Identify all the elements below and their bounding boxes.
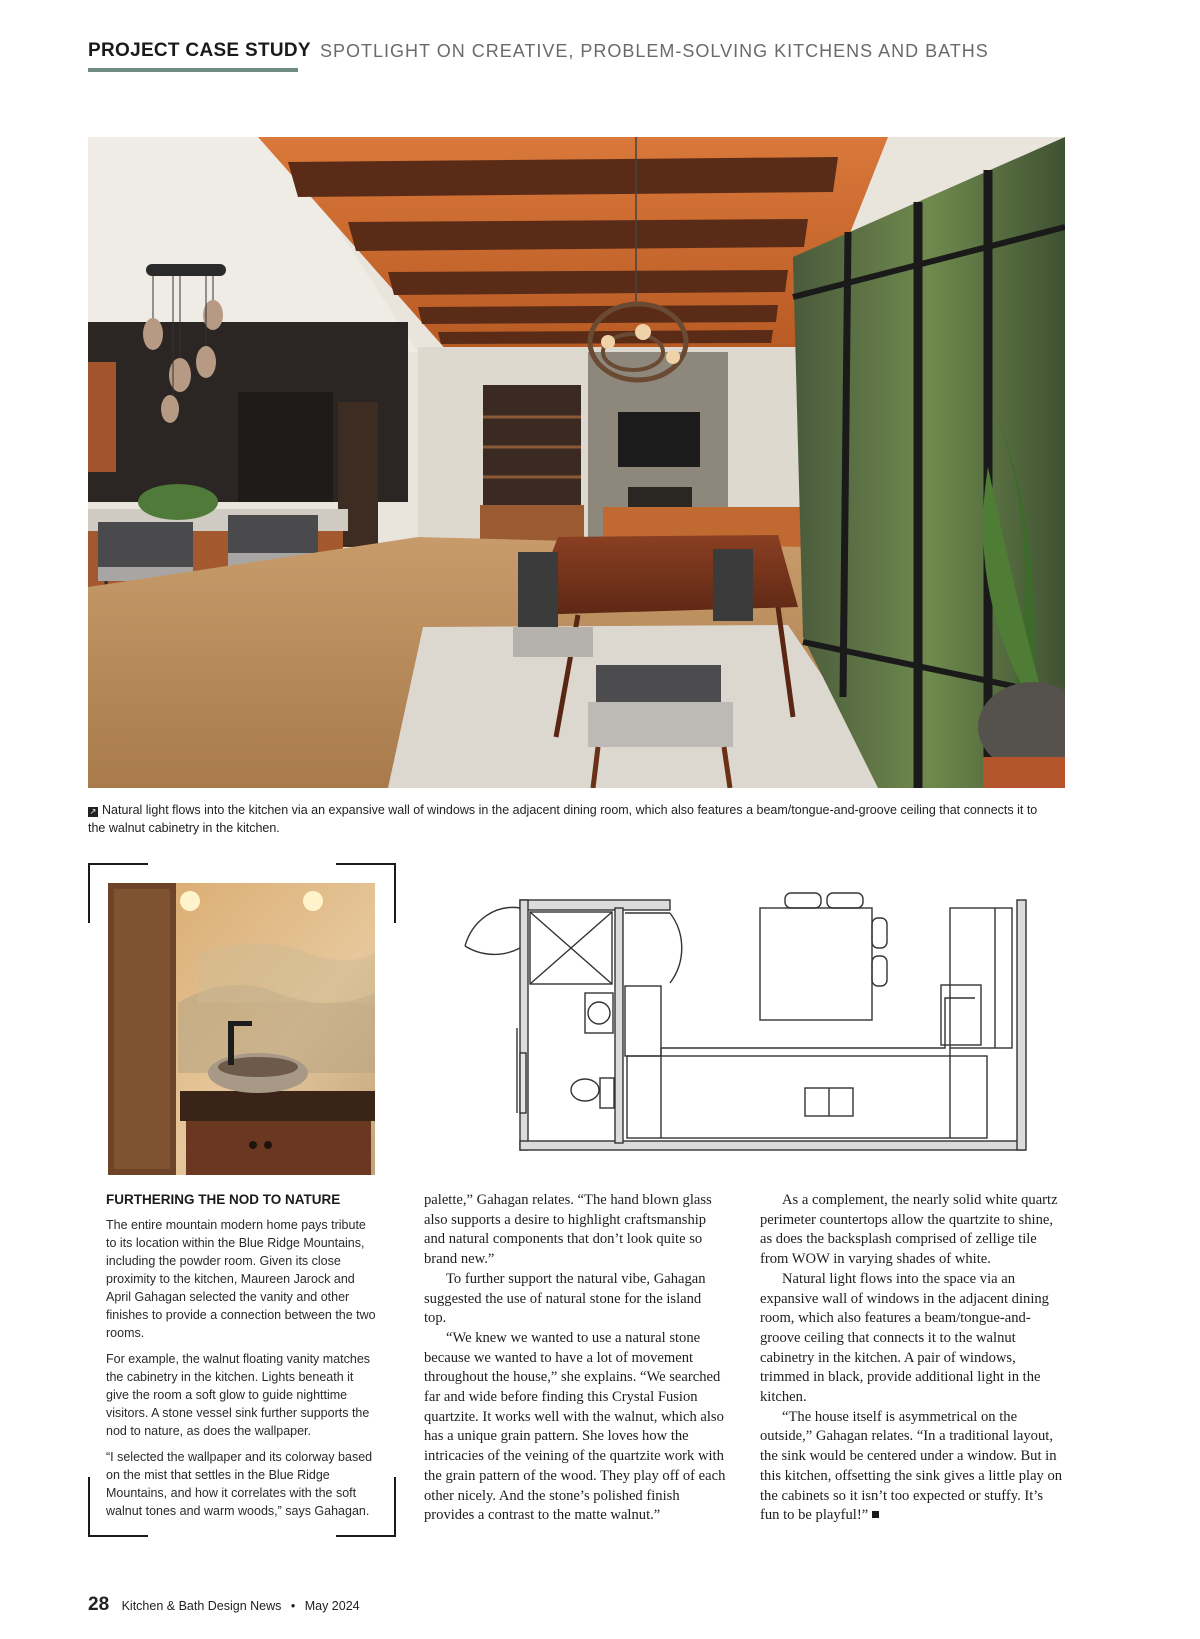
article-paragraph: Natural light flows into the space via an expansive wall of windows in the adjacent dining room, which also features a beam/tongue-and-groove ceiling that connects it to the walnut cabinetry in the kitchen. A pair of windows, trimmed in black, provide additional light in the kitchen. (760, 1270, 1049, 1406)
article-column-2 (760, 1191, 1063, 1526)
section-label: PROJECT CASE STUDY (88, 40, 311, 61)
article-paragraph: “We knew we wanted to use a natural stone because we wanted to have a lot of movement throughout the house,” she explains. “We searched far and wide before finding this Crystal Fusion quartzite. It works well with the walnut, which also has a unique grain pattern. She loves how the intricacies of the veining of the quartzite work with the grain pattern of the wood. They play off of each other nicely. And the stone’s polished finish provides a contrast to the matte walnut.” (424, 1329, 726, 1524)
section-subtitle: SPOTLIGHT ON CREATIVE, PROBLEM-SOLVING KITCHENS AND BATHS (320, 41, 989, 61)
kitchen-dining-photo (88, 137, 1065, 788)
section-underline (88, 68, 298, 72)
footer-separator: • (290, 1599, 296, 1613)
kitchen-floor-plan (455, 888, 1035, 1158)
publication-name: Kitchen & Bath Design News (121, 1599, 282, 1613)
issue-date: May 2024 (304, 1599, 360, 1613)
sidebar-paragraph: “I selected the wallpaper and its colorway based on the mist that settles in the Blue Ridge Mountains, and how it correlates with the soft walnut tones and warm woods,” says Gahagan. (106, 1450, 373, 1518)
article-paragraph: “The house itself is asymmetrical on the outside,” Gahagan relates. “In a traditional layout, the sink would be centered under a window. But in this kitchen, offsetting the sink gives a little play on the cabinets so it isn’t too expected or stuffy. It’s fun to be playful!” (760, 1408, 1063, 1524)
page-header (88, 40, 1128, 74)
photo-caption (88, 801, 1048, 837)
article-column-1 (424, 1191, 727, 1526)
sidebar-title: FURTHERING THE NOD TO NATURE (106, 1192, 341, 1207)
page-footer (88, 1594, 360, 1616)
sidebar-paragraph: The entire mountain modern home pays tribute to its location within the Blue Ridge Mountains, including the powder room. Given its close proximity to the kitchen, Maureen Jarock and April Gahagan selected the vanity and other finishes to provide a connection between the two rooms. (106, 1218, 376, 1340)
sidebar-paragraph: For example, the walnut floating vanity matches the cabinetry in the kitchen. Lights beneath it give the room a soft glow to guide nighttime visitors. A stone vessel sink further supports the nod to nature, as does the wallpaper. (106, 1352, 371, 1438)
photo-corner-icon: ↗ (89, 807, 97, 816)
page-number: 28 (88, 1594, 110, 1615)
article-paragraph: To further support the natural vibe, Gahagan suggested the use of natural stone for the island top. (424, 1270, 706, 1327)
caption-text: Natural light flows into the kitchen via an expansive wall of windows in the adjacent dining room, which also features a beam/tongue-and-groove ceiling that connects it to the walnut cabinetry in the kitchen. (88, 803, 1038, 835)
sidebar (106, 1192, 378, 1528)
end-square-icon (872, 1511, 879, 1518)
powder-room-photo (108, 883, 375, 1175)
article-paragraph: palette,” Gahagan relates. “The hand blown glass also supports a desire to highlight craftsmanship and natural components that don’t look quite so brand new.” (424, 1192, 712, 1268)
article-paragraph: As a complement, the nearly solid white quartz perimeter countertops allow the quartzite to shine, as does the backsplash comprised of zellige tile from WOW in varying shades of white. (760, 1192, 1058, 1268)
